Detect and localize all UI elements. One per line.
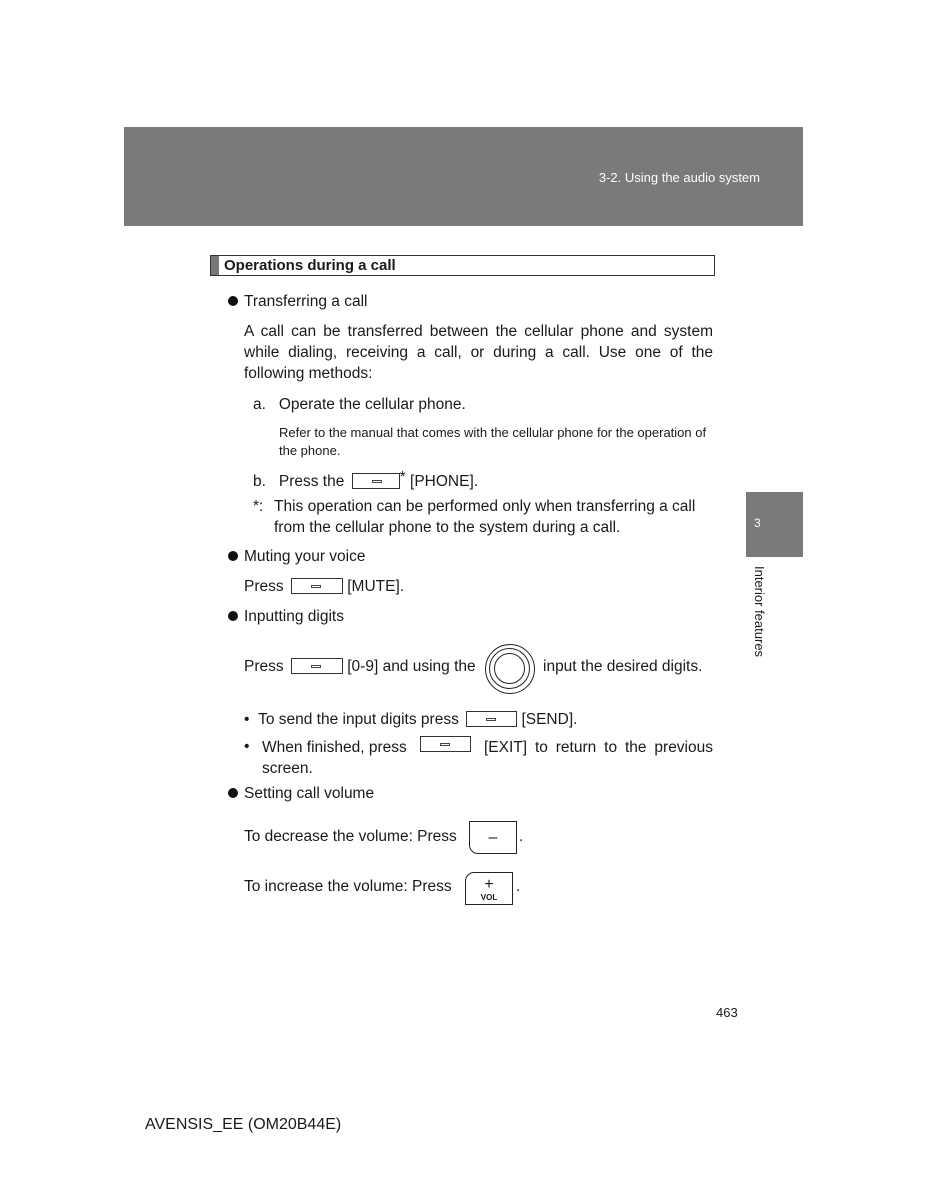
volume-increase-period: . [516, 878, 521, 895]
send-pre: To send the input digits press [258, 711, 459, 728]
bullet-mute [228, 546, 365, 567]
send-post: [SEND]. [521, 711, 578, 728]
step-b-marker: b. [253, 473, 266, 490]
section-title-box [210, 255, 715, 276]
volume-up-button-icon [465, 872, 513, 905]
volume-down-button-icon [469, 821, 517, 854]
step-b-star: * [399, 469, 406, 486]
digits-mid: [0-9] and using the [347, 658, 476, 675]
digits-pre: Press [244, 658, 284, 675]
section-reference: 3-2. Using the audio system [598, 170, 760, 185]
step-a-note: Refer to the manual that comes with the cellular phone for the operation of the phone. [279, 425, 707, 458]
footer-model-code: AVENSIS_EE (OM20B44E) [145, 1116, 342, 1133]
bullet-icon [228, 296, 238, 306]
exit-line [262, 736, 713, 758]
transfer-body: A call can be transferred between the cellular phone and system while dialing, receiving a call, or during a call. Use one of the following methods: [244, 323, 713, 382]
digits-button-icon [291, 658, 343, 674]
mute-pre: Press [244, 578, 284, 595]
volume-decrease-period: . [519, 828, 524, 845]
sub-bullet: • [244, 711, 250, 728]
minus-symbol: – [488, 829, 498, 846]
step-a [253, 394, 466, 415]
step-a-marker: a. [253, 396, 266, 413]
exit-post-line1: [EXIT] to return to the previous [484, 739, 713, 756]
sub-bullet-exit: • [244, 738, 250, 755]
page-number: 463 [716, 1005, 738, 1020]
step-b-pre: Press the [278, 473, 345, 490]
chapter-tab [746, 492, 803, 557]
plus-symbol: + [484, 876, 494, 893]
chapter-number: 3 [754, 516, 761, 530]
footnote-text: This operation can be performed only when transferring a call from the cellular phone to the system during a call. [274, 498, 696, 536]
tune-knob-icon [485, 644, 535, 694]
mute-heading: Muting your voice [244, 548, 366, 565]
send-line [244, 709, 577, 730]
bullet-icon [228, 551, 238, 561]
volume-heading: Setting call volume [244, 785, 375, 802]
digits-line [244, 656, 476, 677]
step-a-text: Operate the cellular phone. [278, 396, 466, 413]
bullet-transfer [228, 291, 367, 312]
phone-button-icon [352, 473, 400, 489]
mute-line [244, 576, 404, 597]
bullet-digits [228, 606, 344, 627]
footnote-marker: *: [253, 498, 264, 515]
mute-post: [MUTE]. [347, 578, 405, 595]
vol-label: VOL [480, 893, 498, 902]
step-b-post: [PHONE]. [410, 473, 479, 490]
bullet-icon [228, 788, 238, 798]
exit-post-line2: screen. [262, 760, 313, 777]
volume-increase-text: To increase the volume: Press [244, 878, 452, 895]
step-b [253, 467, 478, 492]
section-title: Operations during a call [224, 257, 396, 274]
header-band [124, 127, 803, 226]
mute-button-icon [291, 578, 343, 594]
transfer-heading: Transferring a call [244, 293, 368, 310]
bullet-volume [228, 783, 374, 804]
title-accent-bar [211, 256, 219, 275]
volume-decrease-text: To decrease the volume: Press [244, 828, 457, 845]
bullet-icon [228, 611, 238, 621]
exit-pre: When finished, press [262, 739, 407, 756]
exit-button-icon [420, 736, 471, 752]
chapter-label: Interior features [752, 566, 767, 658]
send-button-icon [466, 711, 517, 727]
digits-post: input the desired digits. [543, 658, 703, 675]
digits-heading: Inputting digits [244, 608, 344, 625]
